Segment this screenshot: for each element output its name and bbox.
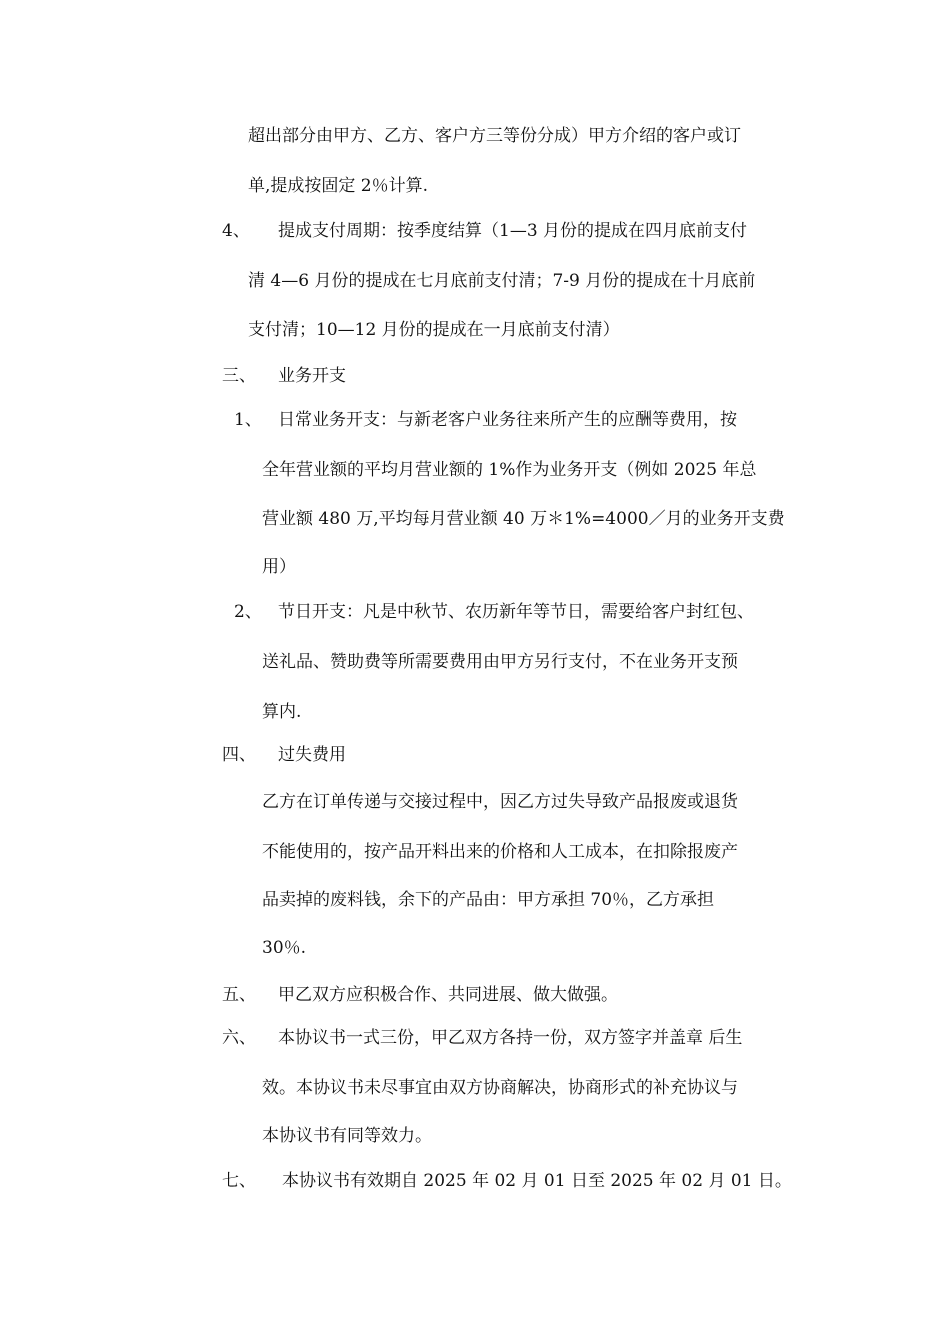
item-number: 4、 bbox=[222, 221, 250, 241]
item-number: 1、 bbox=[234, 410, 262, 430]
paragraph-line: 30％. bbox=[262, 938, 307, 958]
paragraph-line: 送礼品、赞助费等所需要费用由甲方另行支付，不在业务开支预 bbox=[262, 652, 738, 672]
paragraph-line: 甲乙双方应积极合作、共同进展、做大做强。 bbox=[278, 985, 618, 1005]
paragraph-line: 支付清；10—12 月份的提成在一月底前支付清） bbox=[248, 320, 620, 340]
paragraph-line: 清 4—6 月份的提成在七月底前支付清；7-9 月份的提成在十月底前 bbox=[248, 271, 756, 291]
paragraph-line: 本协议书有效期自 2025 年 02 月 01 日至 2025 年 02 月 01 日。 bbox=[282, 1171, 792, 1191]
paragraph-line: 本协议书一式三份，甲乙双方各持一份，双方签字并盖章 后生 bbox=[278, 1028, 743, 1048]
paragraph-line: 不能使用的，按产品开料出来的价格和人工成本，在扣除报废产 bbox=[262, 842, 738, 862]
paragraph-line: 超出部分由甲方、乙方、客户方三等份分成）甲方介绍的客户或订 bbox=[248, 126, 741, 146]
section-title: 过失费用 bbox=[278, 745, 346, 765]
paragraph-line: 品卖掉的废料钱，余下的产品由：甲方承担 70％，乙方承担 bbox=[262, 890, 715, 910]
paragraph-line: 日常业务开支：与新老客户业务往来所产生的应酬等费用，按 bbox=[278, 410, 737, 430]
paragraph-line: 用） bbox=[262, 557, 296, 577]
section-number: 四、 bbox=[222, 745, 256, 765]
item-number: 2、 bbox=[234, 602, 262, 622]
section-title: 业务开支 bbox=[278, 366, 346, 386]
paragraph-line: 全年营业额的平均月营业额的 1%作为业务开支（例如 2025 年总 bbox=[262, 460, 757, 480]
paragraph-line: 效。本协议书未尽事宜由双方协商解决，协商形式的补充协议与 bbox=[262, 1078, 738, 1098]
section-number: 六、 bbox=[222, 1028, 256, 1048]
paragraph-line: 算内. bbox=[262, 702, 302, 722]
paragraph-line: 本协议书有同等效力。 bbox=[262, 1126, 432, 1146]
section-number: 七、 bbox=[222, 1171, 256, 1191]
section-number: 三、 bbox=[222, 366, 256, 386]
paragraph-line: 营业额 480 万,平均每月营业额 40 万＊1%=4000／月的业务开支费 bbox=[262, 509, 785, 529]
paragraph-line: 单,提成按固定 2％计算. bbox=[248, 176, 429, 196]
paragraph-line: 乙方在订单传递与交接过程中，因乙方过失导致产品报废或退货 bbox=[262, 792, 738, 812]
paragraph-line: 提成支付周期：按季度结算（1—3 月份的提成在四月底前支付 bbox=[278, 221, 748, 241]
paragraph-line: 节日开支：凡是中秋节、农历新年等节日，需要给客户封红包、 bbox=[278, 602, 754, 622]
section-number: 五、 bbox=[222, 985, 256, 1005]
